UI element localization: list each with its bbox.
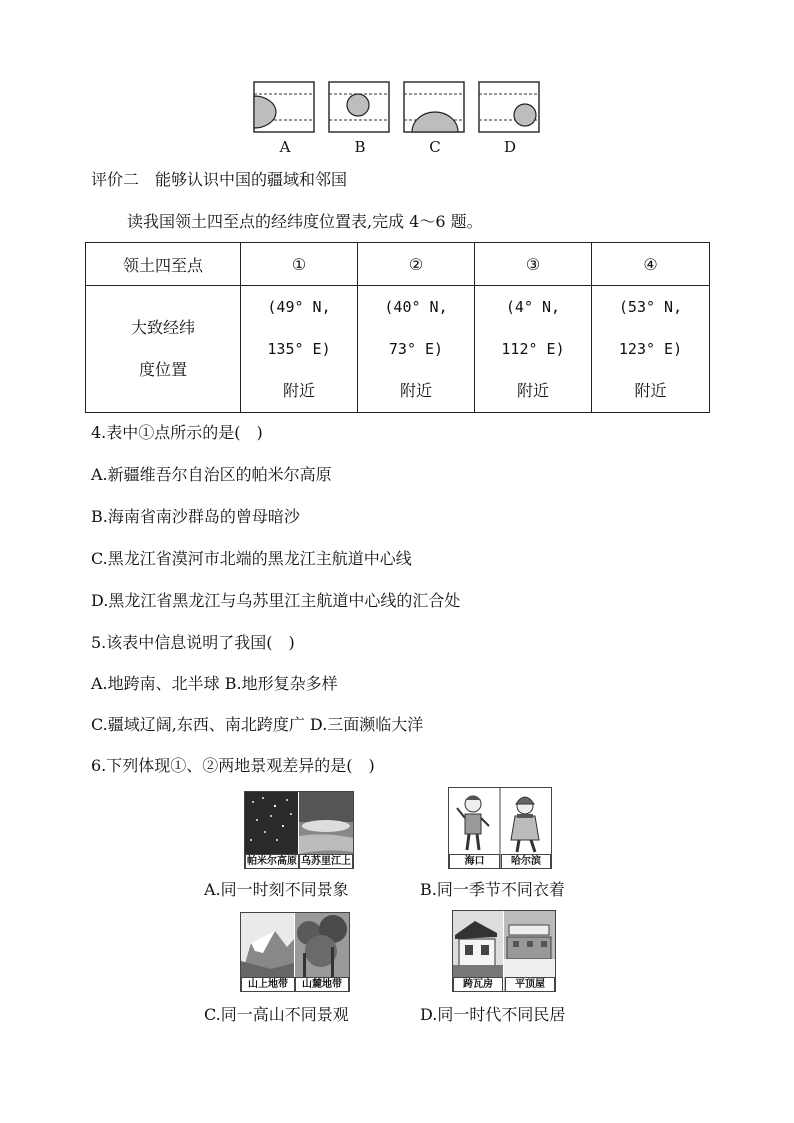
table-cell-point-4	[592, 286, 710, 413]
cell-lat: (4° N,	[505, 298, 561, 316]
diagram-option-d	[479, 82, 539, 132]
q5-stem: 5.该表中信息说明了我国( )	[91, 633, 295, 652]
table-intro: 读我国领土四至点的经纬度位置表,完成 4～6 题。	[127, 212, 483, 231]
table-header-point-2: ②	[358, 243, 475, 286]
table-cell-point-2	[358, 286, 475, 413]
cell-lon: 73° E)	[388, 340, 444, 358]
q4-option-b[interactable]: B.海南省南沙群岛的曾母暗沙	[91, 507, 300, 526]
q4-stem: 4.表中①点所示的是( )	[91, 423, 263, 442]
q6-d-caption-right: 平顶屋	[505, 977, 555, 992]
q6-photo-d	[452, 910, 556, 992]
table-cell-point-1	[241, 286, 358, 413]
table-row-label	[86, 286, 241, 413]
cell-near: 附近	[399, 381, 432, 400]
q6-c-caption-right: 山麓地带	[295, 977, 349, 992]
cell-lat: (40° N,	[384, 298, 448, 316]
cell-lat: (53° N,	[618, 298, 683, 316]
table-header-point-3: ③	[475, 243, 592, 286]
q5-options-line2[interactable]: C.疆域辽阔,东西、南北跨度广 D.三面濒临大洋	[91, 715, 424, 734]
q4-option-a[interactable]: A.新疆维吾尔自治区的帕米尔高原	[91, 465, 332, 484]
table-header-point-4: ④	[592, 243, 710, 286]
diagram-label-b: B	[354, 138, 366, 156]
cell-lon: 112° E)	[501, 340, 565, 358]
diagram-option-b	[329, 82, 389, 132]
cell-near: 附近	[634, 381, 667, 400]
q6-photo-b	[448, 787, 552, 869]
q6-option-a[interactable]: A.同一时刻不同景象	[204, 880, 349, 899]
table-header-row	[86, 243, 710, 286]
extreme-points-table	[85, 242, 710, 413]
q6-stem: 6.下列体现①、②两地景观差异的是( )	[91, 756, 375, 775]
table-cell-point-3	[475, 286, 592, 413]
table-header-label: 领土四至点	[86, 243, 241, 286]
section-title: 评价二 能够认识中国的疆域和邻国	[91, 170, 348, 189]
q6-d-caption-left: 跨瓦房	[453, 977, 503, 992]
cell-lat: (49° N,	[267, 298, 331, 316]
q4-option-d[interactable]: D.黑龙江省黑龙江与乌苏里江主航道中心线的汇合处	[91, 591, 461, 610]
table-header-point-1: ①	[241, 243, 358, 286]
diagram-label-d: D	[503, 138, 517, 156]
q6-option-b[interactable]: B.同一季节不同衣着	[420, 880, 565, 899]
diagram-option-a	[254, 82, 314, 132]
cell-lon: 123° E)	[618, 340, 683, 358]
q6-a-caption-right: 乌苏里江上	[301, 856, 351, 867]
row-label-line1: 大致经纬	[130, 318, 195, 337]
cell-lon: 135° E)	[267, 340, 331, 358]
q6-option-d[interactable]: D.同一时代不同民居	[420, 1005, 566, 1024]
q6-photo-a	[244, 791, 354, 869]
q6-a-caption-left: 帕米尔高原	[247, 856, 297, 867]
row-label-line2: 度位置	[138, 360, 187, 379]
diagram-option-c	[404, 82, 464, 132]
q6-option-c[interactable]: C.同一高山不同景观	[204, 1005, 349, 1024]
q6-b-caption-right: 哈尔滨	[501, 854, 551, 869]
q6-b-caption-left: 海口	[449, 854, 500, 869]
q4-option-c[interactable]: C.黑龙江省漠河市北端的黑龙江主航道中心线	[91, 549, 412, 568]
q6-photo-c	[240, 912, 350, 992]
cell-near: 附近	[282, 381, 315, 400]
diagram-label-a: A	[279, 138, 291, 156]
cell-near: 附近	[516, 381, 549, 400]
q5-options-line1[interactable]: A.地跨南、北半球 B.地形复杂多样	[91, 674, 338, 693]
table-row-position	[86, 286, 710, 413]
diagram-label-c: C	[429, 138, 441, 156]
q6-c-caption-left: 山上地带	[241, 977, 295, 992]
